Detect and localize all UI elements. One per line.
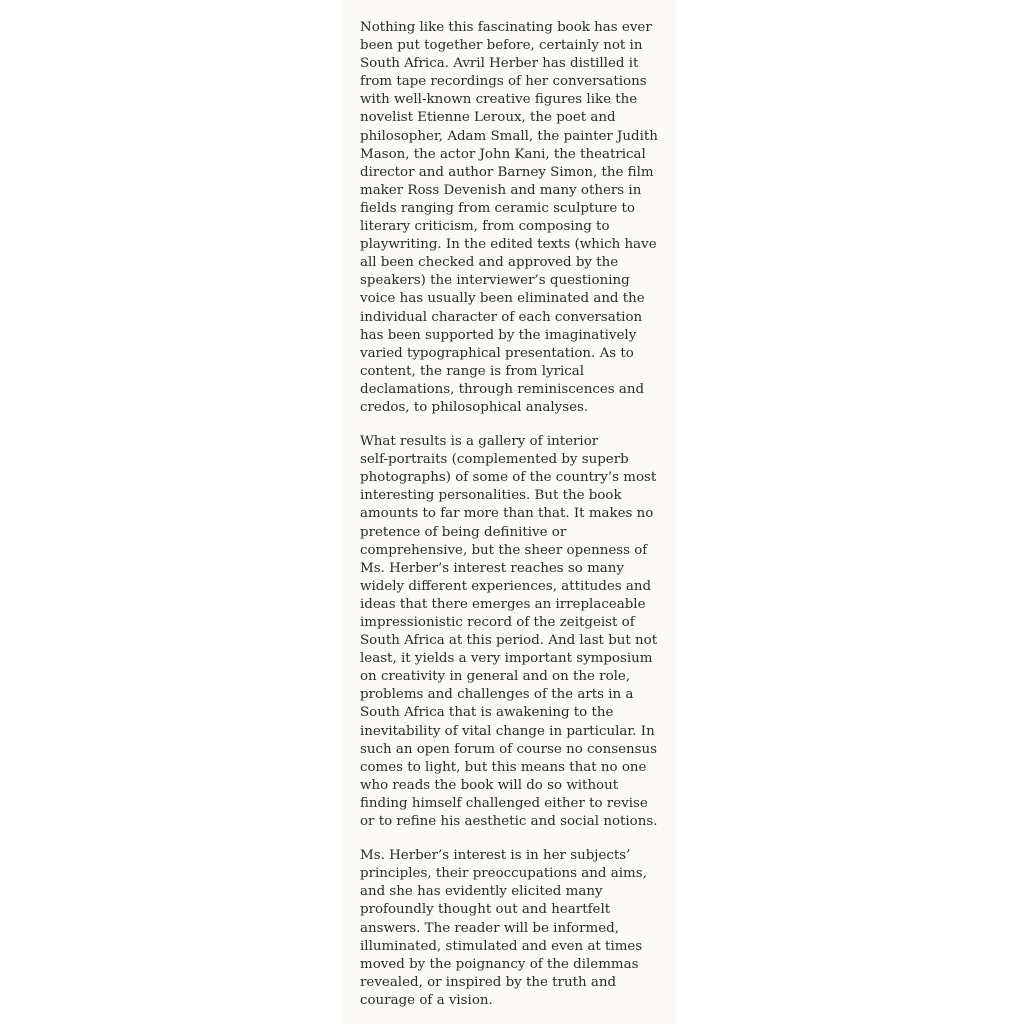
text-line: courage of a vision.: [360, 992, 493, 1008]
text-line: Mason, the actor John Kani, the theatrical: [360, 146, 646, 162]
text-line: maker Ross Devenish and many others in: [360, 182, 642, 198]
text-line: speakers) the interviewer’s questioning: [360, 273, 630, 289]
text-line: photographs) of some of the country’s most: [360, 470, 657, 486]
text-line: ideas that there emerges an irreplaceable: [360, 596, 646, 612]
text-line: interesting personalities. But the book: [360, 488, 622, 504]
text-line: fields ranging from ceramic sculpture to: [360, 200, 635, 216]
text-line: declamations, through reminiscences and: [360, 381, 645, 397]
text-line: amounts to far more than that. It makes no: [360, 506, 654, 522]
text-line: been put together before, certainly not in: [360, 38, 643, 54]
text-line: Nothing like this fascinating book has ever: [360, 20, 652, 35]
text-line: illuminated, stimulated and even at times: [360, 938, 643, 954]
text-line: content, the range is from lyrical: [360, 363, 585, 379]
text-line: impressionistic record of the zeitgeist of: [360, 615, 635, 630]
text-line: South Africa at this period. And last but not: [360, 633, 658, 649]
text-line: on creativity in general and on the role,: [360, 669, 631, 685]
text-line: self-portraits (complemented by superb: [360, 452, 629, 468]
text-line: from tape recordings of her conversations: [360, 74, 647, 90]
paragraph-2: [360, 433, 672, 831]
text-line: who reads the book will do so without: [360, 777, 619, 793]
text-line: literary criticism, from composing to: [360, 219, 610, 235]
text-line: with well-known creative figures like the: [360, 92, 638, 108]
text-line: Ms. Herber’s interest reaches so many: [360, 560, 624, 576]
text-line: answers. The reader will be informed,: [360, 920, 619, 936]
text-line: such an open forum of course no consensus: [360, 741, 658, 757]
text-line: problems and challenges of the arts in a: [360, 687, 634, 703]
text-line: has been supported by the imaginatively: [360, 327, 637, 343]
text-line: comes to light, but this means that no one: [360, 759, 647, 775]
text-line: profoundly thought out and heartfelt: [360, 902, 611, 918]
text-line: South Africa. Avril Herber has distilled it: [360, 56, 639, 72]
text-line: novelist Etienne Leroux, the poet and: [360, 110, 616, 126]
text-line: widely different experiences, attitudes and: [360, 578, 652, 594]
text-line: credos, to philosophical analyses.: [360, 399, 589, 415]
text-line: principles, their preoccupations and aims,: [360, 866, 647, 882]
text-line: voice has usually been eliminated and the: [360, 291, 645, 307]
text-line: South Africa that is awakening to the: [360, 705, 614, 721]
text-line: least, it yields a very important symposium: [360, 651, 653, 667]
text-line: moved by the poignancy of the dilemmas: [360, 956, 639, 972]
text-line: comprehensive, but the sheer openness of: [360, 542, 648, 558]
paragraph-1: [360, 19, 672, 417]
text-line: individual character of each conversation: [360, 309, 643, 325]
text-line: pretence of being definitive or: [360, 524, 567, 540]
paragraph-3: [360, 847, 672, 1010]
text-line: and she has evidently elicited many: [360, 884, 603, 900]
text-line: revealed, or inspired by the truth and: [360, 974, 617, 990]
text-line: or to refine his aesthetic and social notions.: [360, 814, 658, 830]
text-line: What results is a gallery of interior: [360, 434, 599, 450]
text-line: philosopher, Adam Small, the painter Judith: [360, 128, 658, 144]
text-line: finding himself challenged either to revise: [360, 795, 648, 811]
text-line: varied typographical presentation. As to: [360, 345, 634, 361]
text-line: inevitability of vital change in particular. In: [360, 723, 655, 739]
text-line: director and author Barney Simon, the film: [360, 164, 654, 180]
text-line: all been checked and approved by the: [360, 255, 619, 271]
text-line: playwriting. In the edited texts (which have: [360, 237, 657, 253]
blurb-text: [360, 19, 672, 1024]
text-line: Ms. Herber’s interest is in her subjects’: [360, 848, 631, 864]
